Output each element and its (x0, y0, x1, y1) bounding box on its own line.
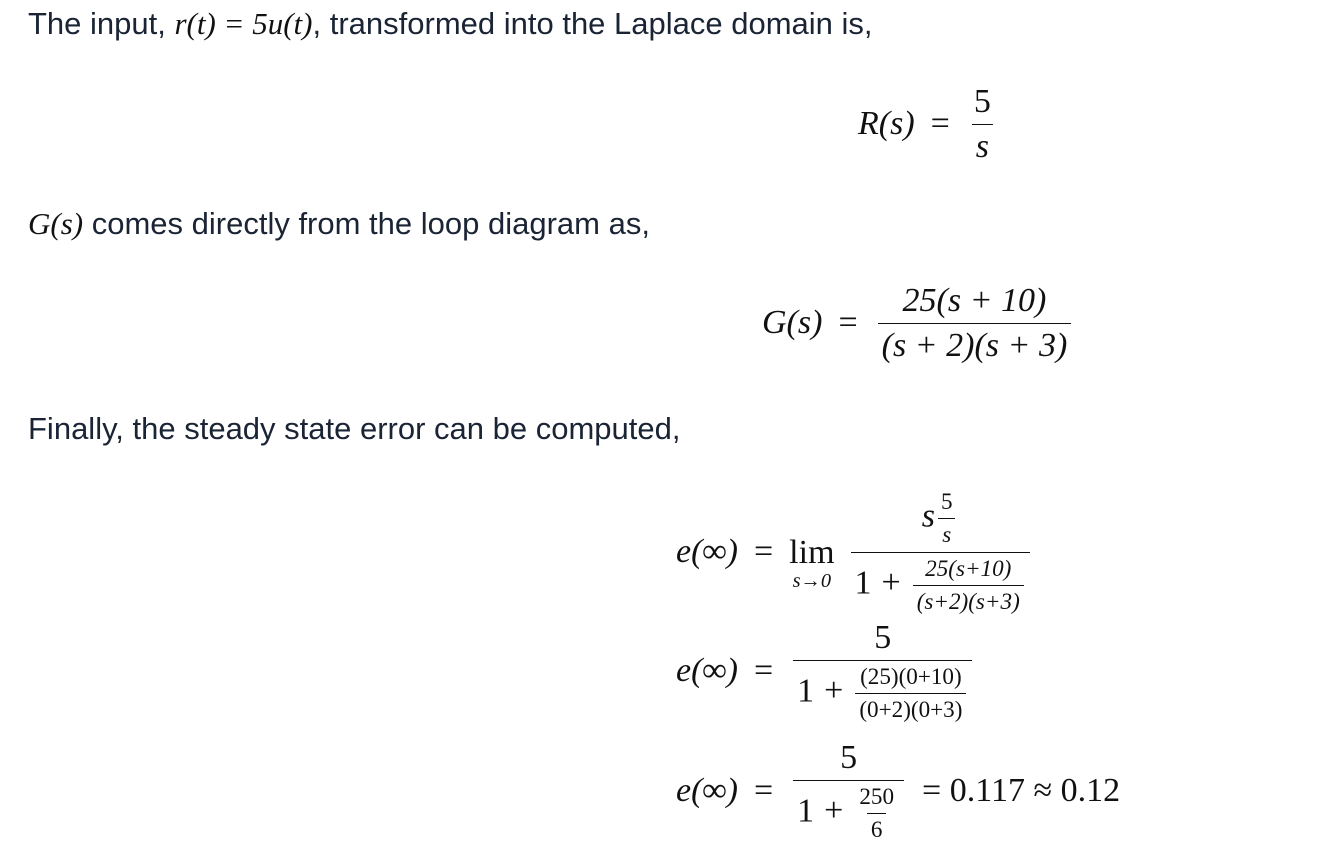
input-signal-math: r(t) = 5u(t) (174, 6, 313, 41)
steady-state-text: Finally, the steady state error can be computed, (28, 411, 681, 446)
inner-denominator: (0+2)(0+3) (855, 693, 966, 722)
numerator (918, 490, 963, 552)
plus-sign: + (824, 672, 844, 710)
numerator: 5 (874, 619, 892, 656)
denominator-one: 1 (854, 564, 872, 602)
transfer-function-text: comes directly from the loop diagram as, (83, 206, 650, 241)
denominator-one: 1 (797, 672, 815, 710)
limit-operator (789, 533, 835, 592)
numerator-s: s (921, 497, 935, 535)
equation-laplace-input (858, 84, 999, 164)
steady-state-paragraph (28, 409, 680, 449)
denominator-inner-fraction (855, 785, 898, 843)
denominator: s (972, 124, 993, 165)
transfer-function-math: G(s) (28, 206, 84, 241)
limit-subscript: s→0 (792, 569, 832, 592)
intro-input-paragraph (28, 4, 873, 44)
equation-transfer-function (762, 283, 1075, 363)
denominator-inner-fraction (913, 557, 1024, 615)
fraction (970, 84, 995, 164)
plus-sign: + (824, 792, 844, 830)
denominator (793, 780, 904, 843)
denominator: (s + 2)(s + 3) (878, 323, 1072, 364)
equals-sign: = (753, 533, 774, 571)
main-fraction (793, 740, 904, 842)
equals-sign: = (753, 772, 774, 810)
intro-text-after: , transformed into the Laplace domain is, (312, 6, 873, 41)
plus-sign: + (881, 564, 901, 602)
equation-lhs: e(∞) (676, 772, 738, 810)
numerator-inner-fraction (937, 490, 957, 548)
equation-lhs: e(∞) (676, 652, 738, 690)
inner-denominator: (s+2)(s+3) (913, 585, 1024, 614)
inner-numerator: 5 (940, 489, 953, 515)
intro-text-before: The input, (28, 6, 175, 41)
numerator: 5 (973, 83, 991, 120)
final-result: = 0.117 ≈ 0.12 (922, 772, 1121, 810)
equation-steady-state-substituted (676, 620, 976, 722)
equation-steady-state-limit (676, 490, 1034, 614)
inner-numerator: 250 (859, 783, 895, 810)
equals-sign: = (930, 105, 950, 143)
inner-denominator: 6 (867, 813, 887, 842)
numerator: 25(s + 10) (902, 282, 1047, 319)
denominator-one: 1 (797, 792, 815, 830)
denominator (851, 552, 1030, 615)
main-fraction (851, 490, 1030, 614)
equals-sign: = (753, 652, 774, 690)
limit-label: lim (789, 533, 835, 571)
inner-numerator: (25)(0+10) (860, 663, 962, 690)
numerator: 5 (840, 739, 858, 776)
main-fraction (793, 620, 972, 722)
inner-denominator: s (938, 518, 955, 547)
transfer-function-paragraph (28, 204, 650, 244)
fraction (878, 283, 1072, 363)
inner-numerator: 25(s+10) (925, 555, 1012, 582)
equation-lhs: e(∞) (676, 533, 738, 571)
denominator (793, 660, 972, 723)
equation-lhs: R(s) (858, 105, 915, 143)
equals-sign: = (838, 304, 858, 342)
equation-steady-state-result (676, 740, 1120, 842)
equation-lhs: G(s) (762, 304, 823, 342)
denominator-inner-fraction (855, 665, 966, 723)
